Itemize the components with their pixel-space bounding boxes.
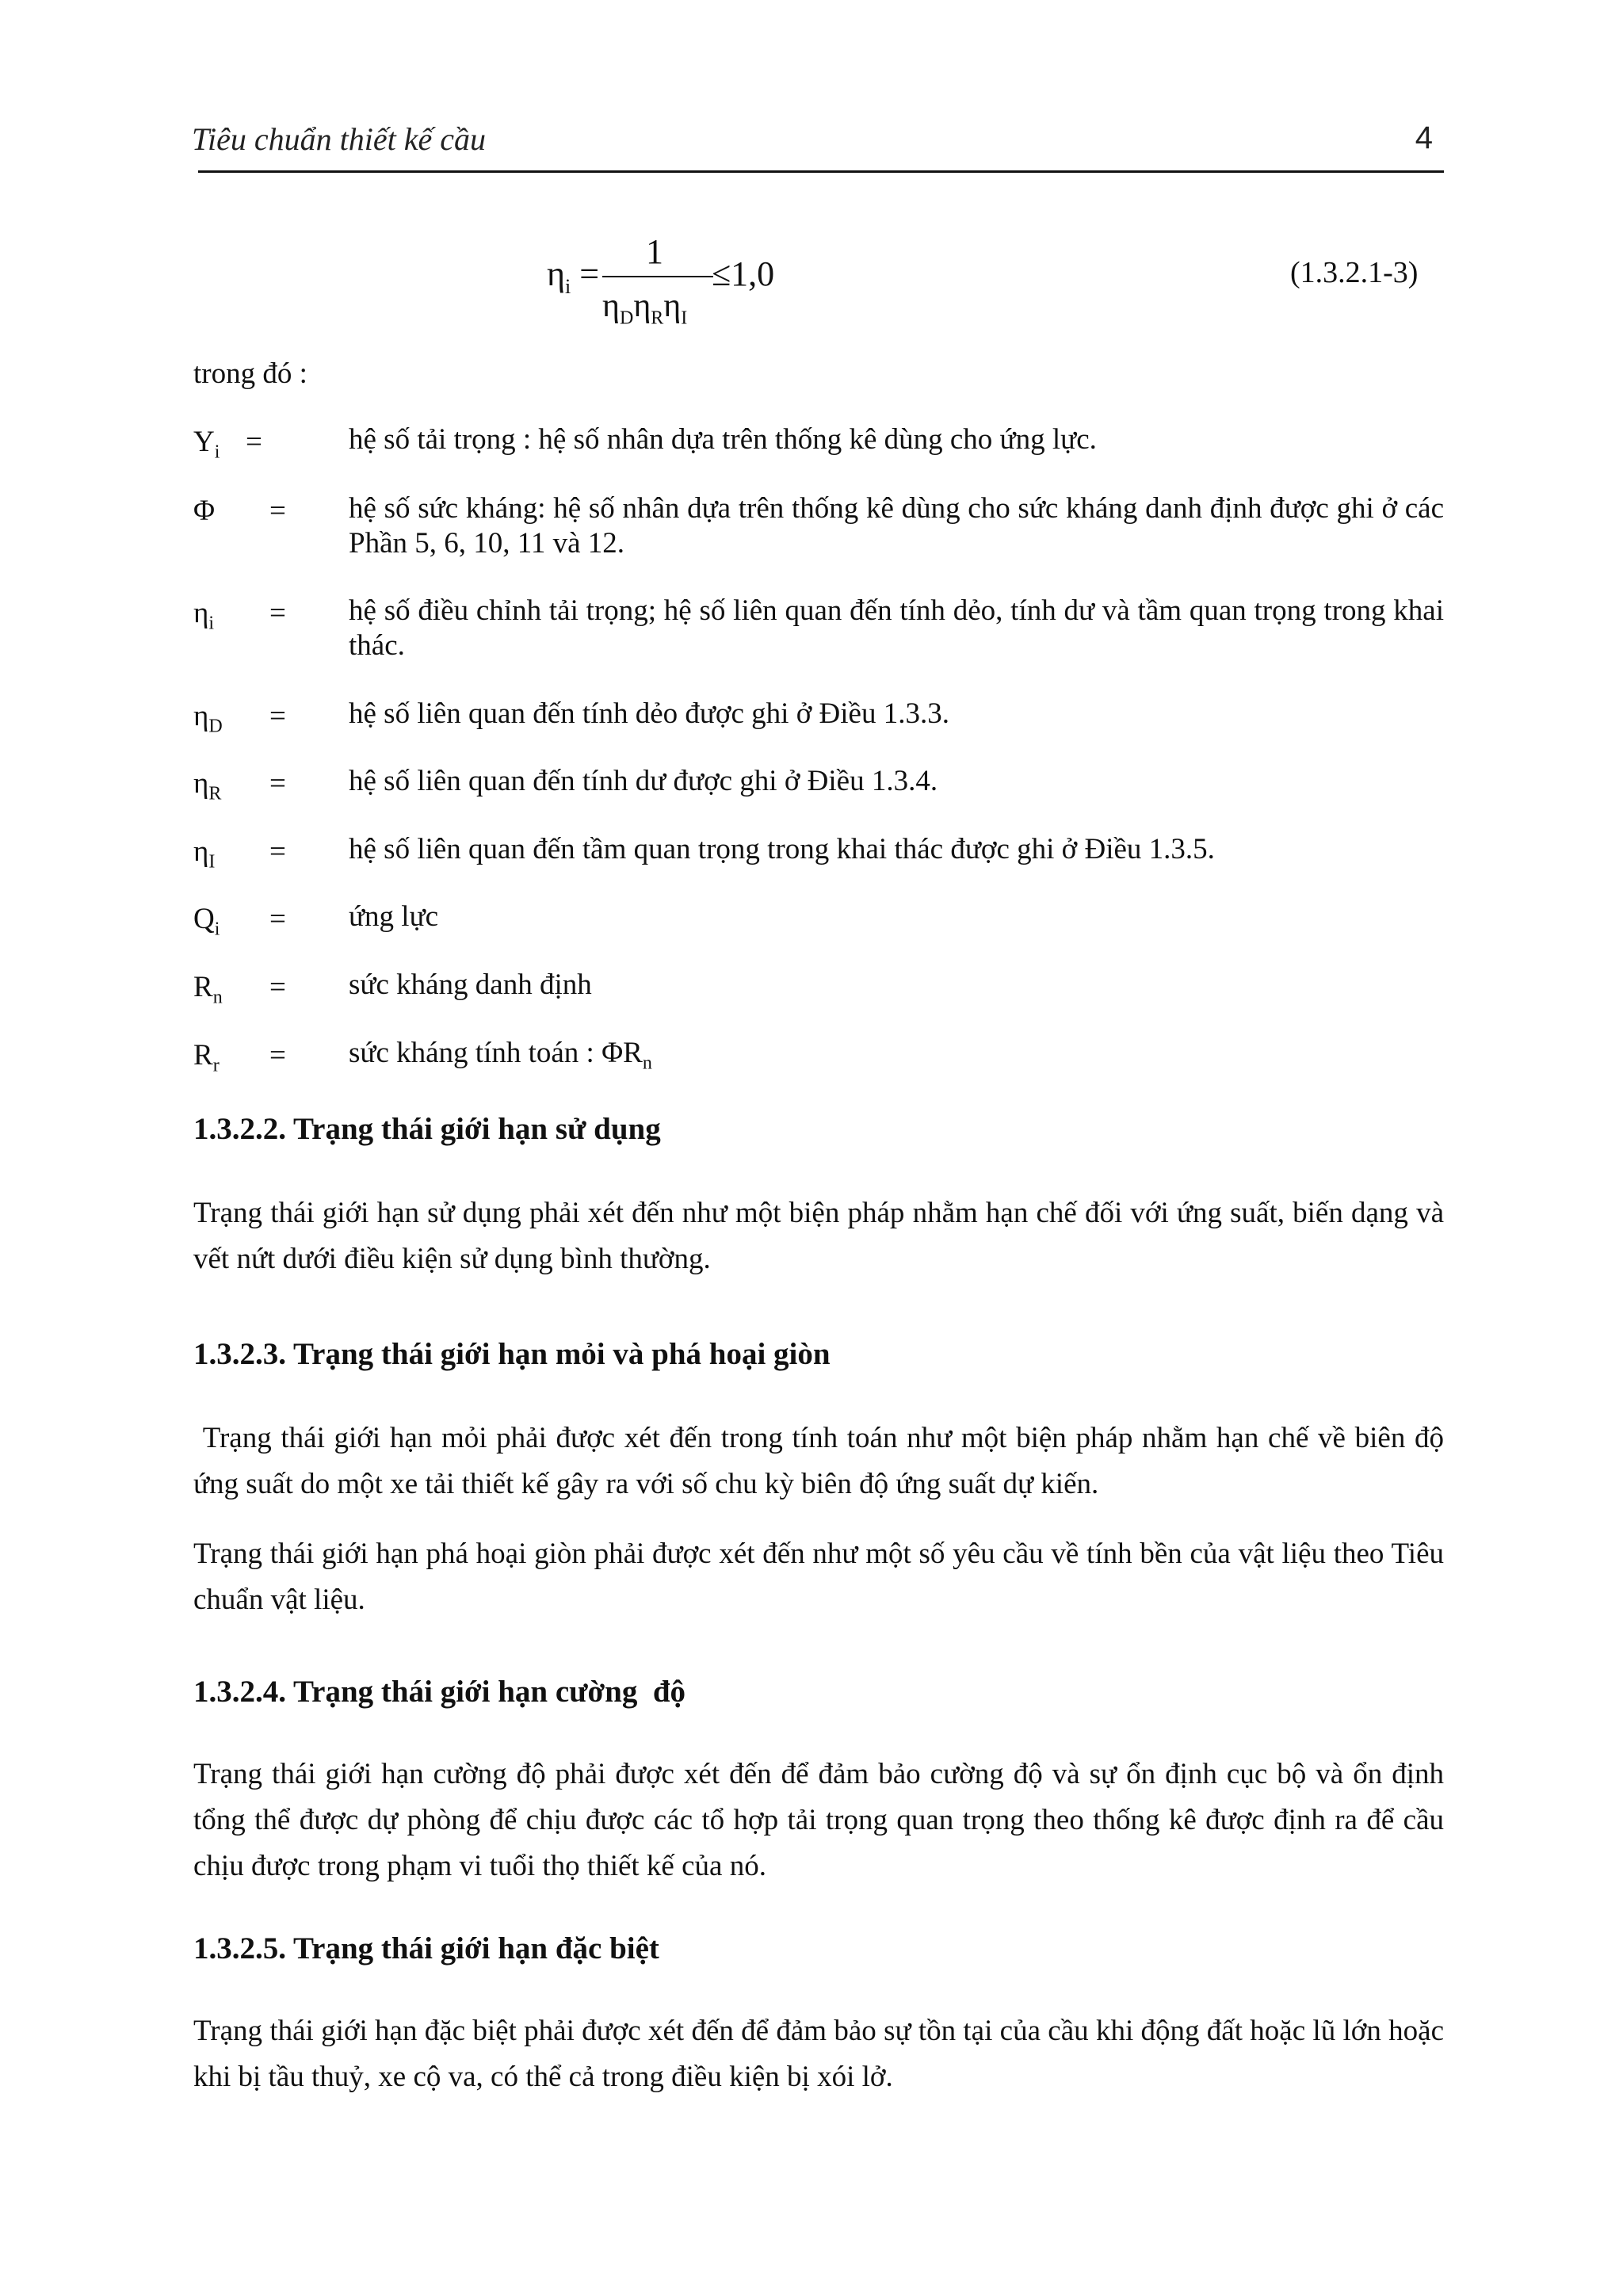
def-text: hệ số liên quan đến tính dư được ghi ở Điều 1.3.4. [349,765,938,797]
def-symbol: $R_n$ [193,971,223,1008]
def-symbol: $Q_i$ [193,903,220,940]
def-text: sức kháng tính toán : $\Phi R_n$ [349,1037,652,1074]
def-equals: = [269,1039,286,1072]
def-text: hệ số liên quan đến tính dẻo được ghi ở Điều 1.3.3. [349,697,949,730]
def-text: hệ số sức kháng: hệ số nhân dựa trên thống kê dùng cho sức kháng danh định được ghi ở các Phần 5, 6, 10, 11 và 12. [349,492,1444,560]
equation-lhs: $\eta_i$ = [547,254,600,298]
def-symbol: Φ [193,495,216,527]
def-text: hệ số tải trọng : hệ số nhân dựa trên thống kê dùng cho ứng lực. [349,423,1097,456]
def-equals: = [269,597,286,629]
def-text: hệ số điều chỉnh tải trọng; hệ số liên quan đến tính dẻo, tính dư và tầm quan trọng trong khai thác. [349,594,1444,662]
def-symbol: $\eta_D$ [193,700,223,737]
equation-reference: (1.3.2.1-3) [1290,256,1419,289]
def-equals: = [246,426,262,458]
section-heading: 1.3.2.3. Trạng thái giới hạn mỏi và phá hoại giòn [193,1337,831,1371]
def-symbol: $\eta_i$ [193,597,215,634]
equation-numerator: 1 [646,232,663,271]
paragraph: Trạng thái giới hạn phá hoại giòn phải được xét đến như một số yêu cầu về tính bền của vật liệu theo Tiêu chuẩn vật liệu. [193,1538,1444,1616]
page-number: 4 [1415,120,1433,155]
section-heading: 1.3.2.4. Trạng thái giới hạn cường độ [193,1675,686,1709]
section-heading: 1.3.2.5. Trạng thái giới hạn đặc biệt [193,1931,659,1966]
paragraph: Trạng thái giới hạn đặc biệt phải được xét đến để đảm bảo sự tồn tại của cầu khi động đất hoặc lũ lớn hoặc khi bị tầu thuỷ, xe cộ va, có thể cả trong điều kiện bị xói lở. [193,2015,1444,2093]
paragraph: Trạng thái giới hạn sử dụng phải xét đến như một biện pháp nhằm hạn chế đối với ứng suất, biến dạng và vết nứt dưới điều kiện sử dụng bình thường. [193,1197,1444,1275]
equation-rhs: ≤1,0 [712,254,775,293]
def-symbol: $R_r$ [193,1039,220,1076]
def-text: sức kháng danh định [349,968,592,1001]
def-equals: = [269,903,286,935]
def-equals: = [269,835,286,868]
header-title: Tiêu chuẩn thiết kế cầu [192,121,487,157]
section-heading: 1.3.2.2. Trạng thái giới hạn sử dụng [193,1112,661,1146]
def-text: ứng lực [349,900,439,933]
def-symbol: $\eta_R$ [193,767,222,804]
def-equals: = [269,767,286,800]
intro-text: trong đó : [193,357,307,390]
equation-denominator: $\eta_D\eta_R\eta_I$ [602,288,688,329]
def-equals: = [269,700,286,732]
def-equals: = [269,495,286,527]
paragraph: Trạng thái giới hạn mỏi phải được xét đến trong tính toán như một biện pháp nhằm hạn chế về biên độ ứng suất do một xe tải thiết kế gây ra với số chu kỳ biên độ ứng suất dự kiến. [193,1422,1452,1500]
def-equals: = [269,971,286,1003]
fraction-bar [602,276,713,277]
paragraph: Trạng thái giới hạn cường độ phải được xét đến để đảm bảo cường độ và sự ổn định cục bộ và ổn định tổng thể được dự phòng để chịu được các tổ hợp tải trọng quan trọng theo thống kê được định ra để cầu chịu được trong phạm vi tuổi thọ thiết kế của nó. [193,1758,1444,1882]
def-symbol: $\eta_I$ [193,835,216,873]
def-symbol: $Y_i$ [193,426,220,463]
header-rule [198,170,1444,173]
def-text: hệ số liên quan đến tầm quan trọng trong khai thác được ghi ở Điều 1.3.5. [349,833,1215,865]
